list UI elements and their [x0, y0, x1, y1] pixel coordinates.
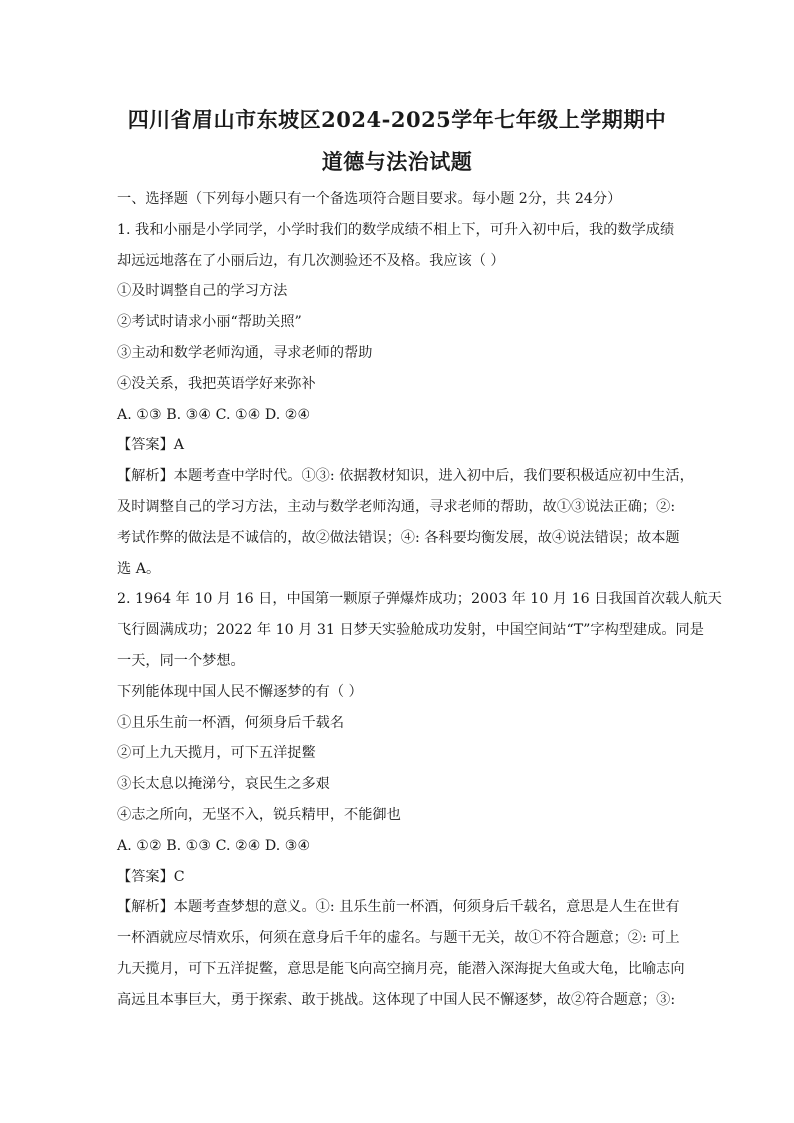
q2-stem-line1: 2. 1964 年 10 月 16 日，中国第一颗原子弹爆炸成功；2003 年 10 月 16 日我国首次载人航天 [117, 591, 722, 608]
q2-option-4: ④志之所向，无坚不入，锐兵精甲，不能御也 [117, 806, 401, 823]
q2-analysis-line3: 九天揽月，可下五洋捉鳖，意思是能飞向高空摘月亮，能潜入深海捉大鱼或大龟，比喻志向 [117, 960, 685, 977]
q2-answer: 【答案】C [117, 868, 185, 885]
q1-stem-line1: 1. 我和小丽是小学同学，小学时我们的数学成绩不相上下，可升入初中后，我的数学成绩 [117, 221, 675, 238]
q2-analysis-line4: 高远且本事巨大，勇于探索、敢于挑战。这体现了中国人民不懈逐梦，故②符合题意；③: [117, 991, 676, 1008]
q2-analysis-line1: 【解析】本题考查梦想的意义。①: 且乐生前一杯酒，何须身后千载名，意思是人生在世有 [117, 899, 680, 916]
q2-stem-line4: 下列能体现中国人民不懈逐梦的有（ ） [117, 683, 363, 700]
document-title-line2: 道德与法治试题 [321, 149, 473, 174]
q2-choices: A. ①② B. ①③ C. ②④ D. ③④ [117, 837, 311, 854]
q1-stem-line2: 却远远地落在了小丽后边，有几次测验还不及格。我应该（ ） [117, 252, 505, 269]
q1-option-1: ①及时调整自己的学习方法 [117, 283, 288, 300]
q2-option-2: ②可上九天揽月，可下五洋捉鳖 [117, 745, 316, 762]
section-heading: 一、选择题（下列每小题只有一个备选项符合题目要求。每小题 2分，共 24分） [117, 191, 622, 207]
question-2 [117, 584, 722, 1015]
q2-option-3: ③长太息以掩涕兮，哀民生之多艰 [117, 776, 330, 793]
document-body [117, 184, 722, 1016]
q2-stem-line2: 飞行圆满成功；2022 年 10 月 31 日梦天实验舱成功发射，中国空间站“T”字构型建成。同是 [117, 622, 704, 639]
q2-option-1: ①且乐生前一杯酒，何须身后千载名 [117, 714, 345, 731]
q1-choices: A. ①③ B. ③④ C. ①④ D. ②④ [117, 406, 311, 423]
question-1 [117, 215, 694, 585]
q1-option-3: ③主动和数学老师沟通，寻求老师的帮助 [117, 344, 373, 361]
q1-analysis-line1: 【解析】本题考查中学时代。①③: 依据教材知识，进入初中后，我们要积极适应初中生活， [117, 468, 694, 485]
q1-option-4: ④没关系，我把英语学好来弥补 [117, 375, 316, 392]
q2-analysis-line2: 一杯酒就应尽情欢乐，何须在意身后千年的虚名。与题干无关，故①不符合题意；②: 可上 [117, 930, 680, 947]
document-title-line1: 四川省眉山市东坡区2024-2025学年七年级上学期期中 [127, 107, 667, 132]
q1-answer: 【答案】A [117, 437, 184, 454]
q1-analysis-line2: 及时调整自己的学习方法，主动与数学老师沟通，寻求老师的帮助，故①③说法正确；②: [117, 498, 676, 515]
q1-analysis-line3: 考试作弊的做法是不诚信的，故②做法错误；④: 各科要均衡发展，故④说法错误；故本题 [117, 529, 680, 546]
q1-option-2: ②考试时请求小丽“帮助关照” [117, 314, 302, 331]
q1-analysis-line4: 选 A。 [117, 560, 161, 577]
q2-stem-line3: 一天，同一个梦想。 [117, 652, 245, 669]
